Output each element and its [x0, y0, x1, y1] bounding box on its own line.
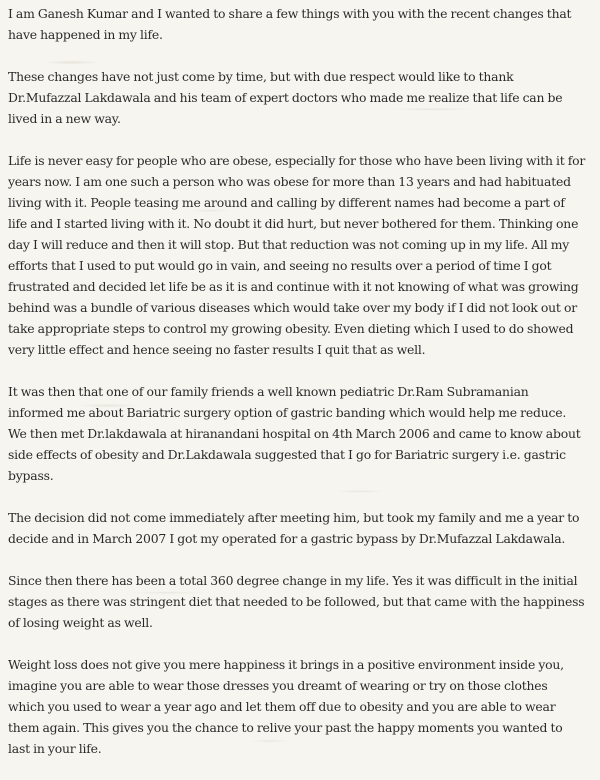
paragraph-introduction: I am Ganesh Kumar and I wanted to share a few things with you with the recent changes that have happened in my life. — [8, 6, 572, 42]
paragraph-happiness: Weight loss does not give you mere happiness it brings in a positive environment inside you, imagine you are able to wear those dresses you dreamt of wearing or try on those clothes which you used to wear a year ago and let them off due to obesity and you are able to wear them again. This gives you the chance to relive your past the happy moments you wanted to last in your life. — [8, 657, 564, 756]
paragraph-obesity-struggle: Life is never easy for people who are obese, especially for those who have been living with it for years now. I am one such a person who was obese for more than 13 years and had habituated living with it. People teasing me around and calling by different names had become a part of life and I started living with it. No doubt it did hurt, but never bothered for them. Thinking one day I will reduce and then it will stop. But that reduction was not coming up in my life. All my efforts that I used to put would go in vain, and seeing no results over a period of time I got frustrated and decided let life be as it is and continue with it not knowing of what was growing behind was a bundle of various diseases which would take over my body if I did not look out or take appropriate steps to control my growing obesity. Even dieting which I used to do showed very little effect and hence seeing no faster results I quit that as well. — [8, 153, 586, 357]
paragraph-decision: The decision did not come immediately after meeting him, but took my family and me a year to decide and in March 2007 I got my operated for a gastric bypass by Dr.Mufazzal Lakdawala. — [8, 510, 580, 546]
paragraph-referral: It was then that one of our family friends a well known pediatric Dr.Ram Subramanian informed me about Bariatric surgery option of gastric banding which would help me reduce. We then met Dr.lakdawala at hiranandani hospital on 4th March 2006 and came to know about side effects of obesity and Dr.Lakdawala suggested that I go for Bariatric surgery i.e. gastric bypass. — [8, 384, 581, 483]
paragraph-change: Since then there has been a total 360 degree change in my life. Yes it was difficult in the initial stages as there was stringent diet that needed to be followed, but that came with the happiness of losing weight as well. — [8, 573, 585, 630]
paragraph-thanks: These changes have not just come by time, but with due respect would like to thank Dr.Mufazzal Lakdawala and his team of expert doctors who made me realize that life can be lived in a new way. — [8, 69, 563, 126]
